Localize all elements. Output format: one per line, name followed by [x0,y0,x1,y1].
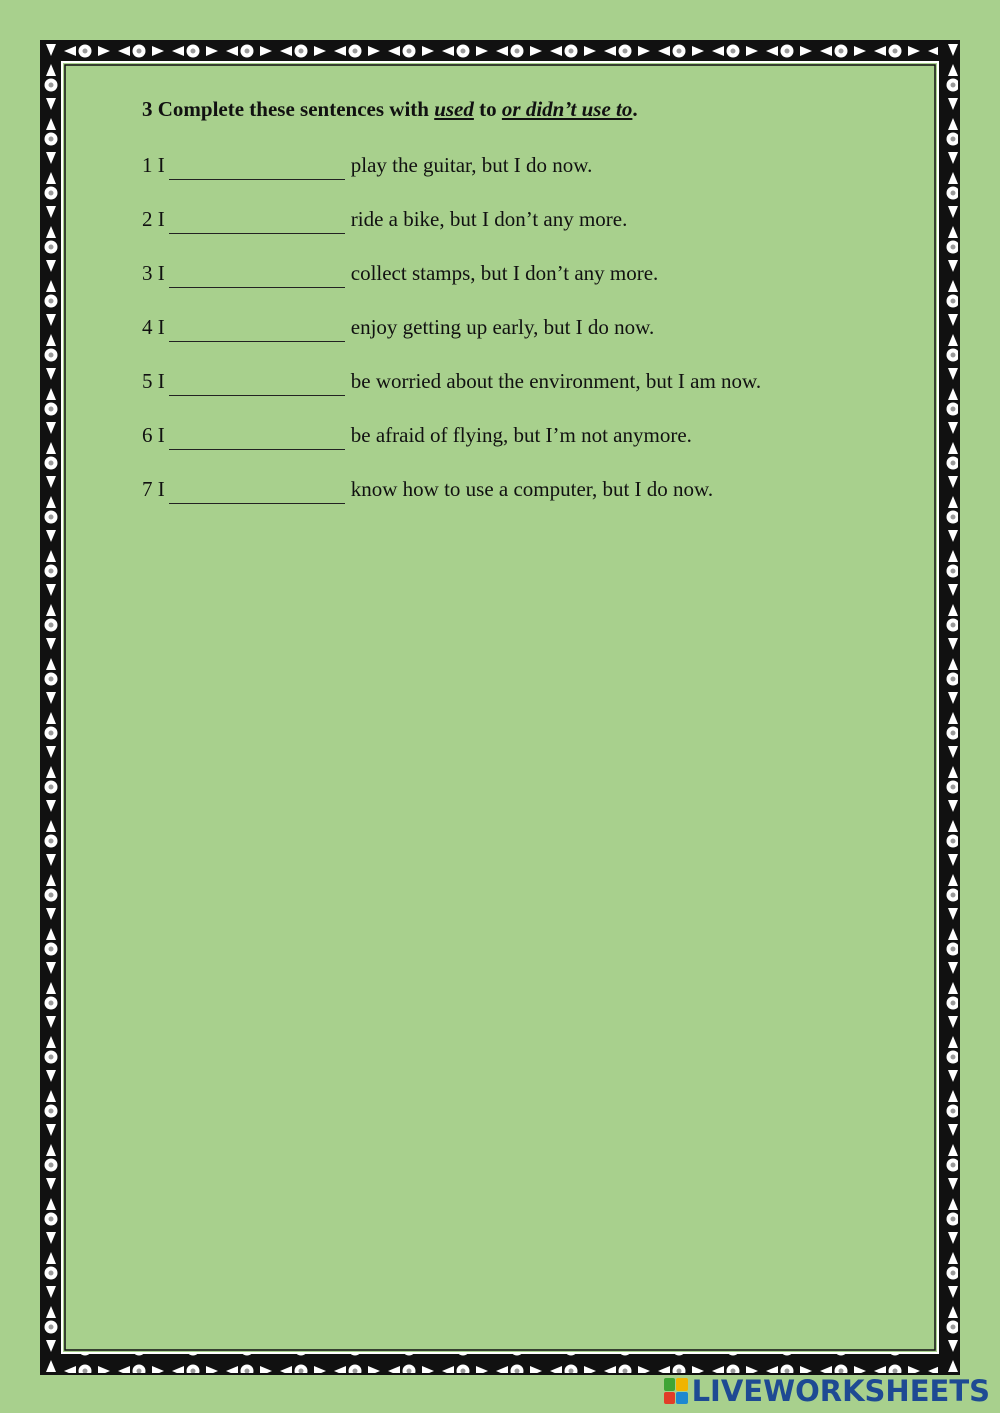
answer-blank-5[interactable] [169,373,345,396]
sentence-text: be afraid of flying, but I’m not anymore. [350,423,692,447]
exercise-heading [142,92,902,126]
sentence-number: 7 I [142,477,165,501]
heading-option-used: used [434,97,474,121]
answer-blank-2[interactable] [169,211,345,234]
sentence-number: 1 I [142,153,165,177]
sentence-1 [142,148,902,182]
sentence-text: know how to use a computer, but I do now. [350,477,714,501]
liveworksheets-logo[interactable] [664,1373,990,1409]
heading-suffix: . [632,97,638,121]
answer-blank-6[interactable] [169,427,345,450]
brand-name: LIVEWORKSHEETS [691,1374,990,1408]
answer-blank-4[interactable] [169,319,345,342]
sentence-text: play the guitar, but I do now. [350,153,593,177]
sentence-7 [142,472,902,506]
liveworksheets-logo-icon [664,1378,688,1404]
sentence-3 [142,256,902,290]
heading-option-didnt-use: or didn’t use to [501,97,633,121]
worksheet-content [142,92,902,526]
sentence-number: 6 I [142,423,165,447]
sentence-text: ride a bike, but I don’t any more. [350,207,628,231]
answer-blank-1[interactable] [169,157,345,180]
heading-prefix: 3 Complete these sentences with [142,97,435,121]
sentence-text: be worried about the environment, but I am now. [350,369,762,393]
sentence-number: 2 I [142,207,165,231]
sentence-2 [142,202,902,236]
sentence-5 [142,364,902,398]
sentence-4 [142,310,902,344]
heading-middle: to [473,97,502,121]
sentence-text: collect stamps, but I don’t any more. [350,261,659,285]
sentence-number: 3 I [142,261,165,285]
sentence-number: 5 I [142,369,165,393]
sentence-text: enjoy getting up early, but I do now. [350,315,655,339]
answer-blank-3[interactable] [169,265,345,288]
sentence-6 [142,418,902,452]
sentence-number: 4 I [142,315,165,339]
answer-blank-7[interactable] [169,481,345,504]
